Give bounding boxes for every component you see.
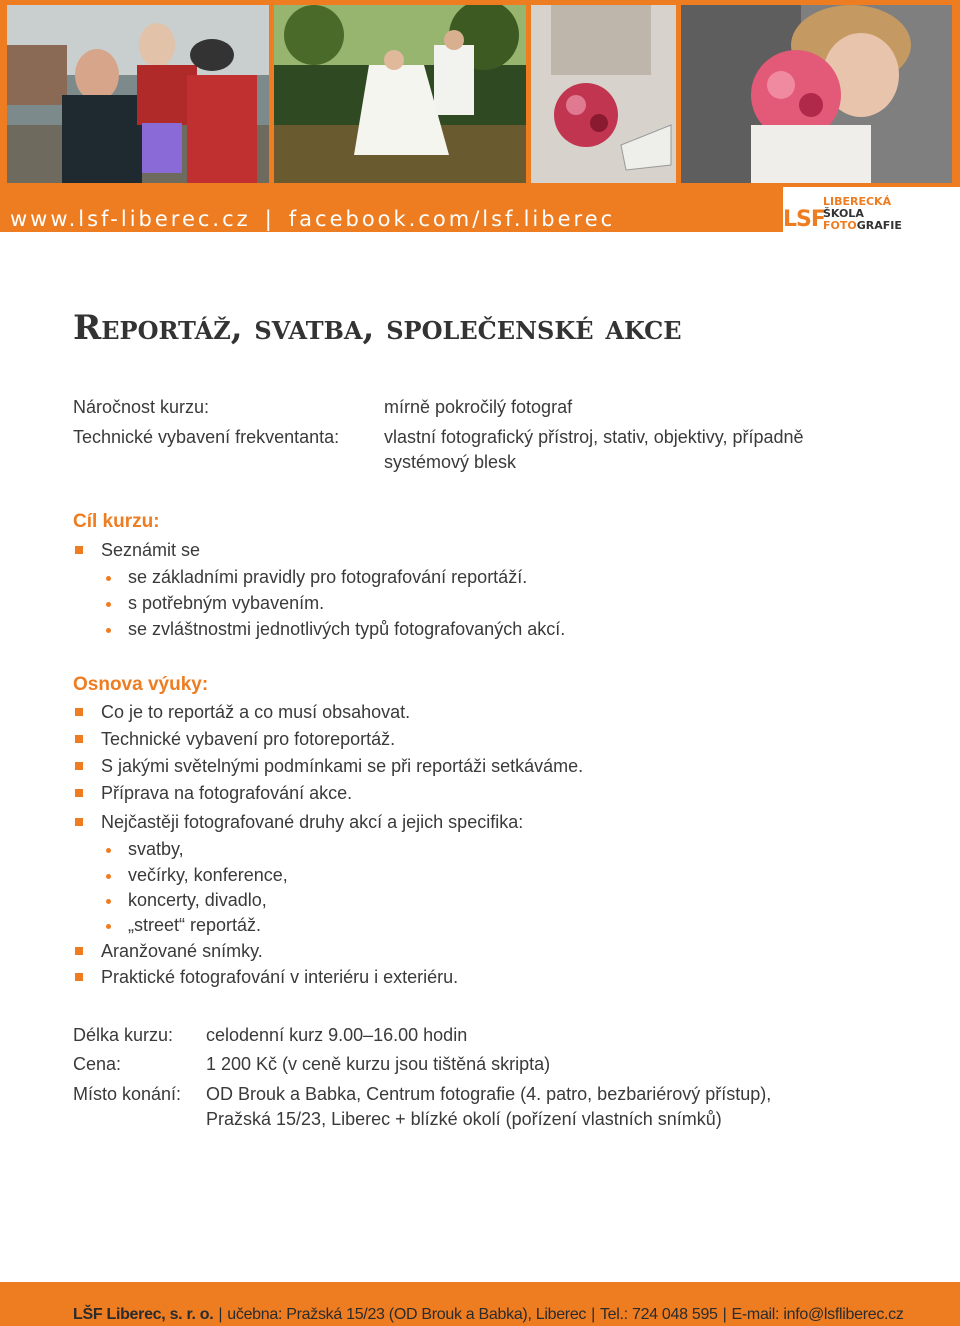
price-label: Cena: [73,1054,122,1074]
dot-bullet-icon [106,874,111,879]
logo-mark: LSF [783,207,825,232]
logo-line3b: GRAFIE [856,219,902,232]
outline-item: Praktické fotografování v interiéru i exteriéru. [101,967,459,987]
place-label: Místo konání: [73,1084,182,1104]
outline-heading: Osnova výuky: [73,674,209,695]
square-bullet-icon [75,735,83,743]
goal-subitem: s potřebným vybavením. [128,593,325,613]
square-bullet-icon [75,973,83,981]
dot-bullet-icon [106,848,111,853]
outline-item: Co je to reportáž a co musí obsahovat. [101,702,411,722]
outline-item: S jakými světelnými podmínkami se při reportáži setkáváme. [101,756,584,776]
website-link[interactable]: www.lsf-liberec.cz [10,207,251,231]
outline-subitem: večírky, konference, [128,865,288,885]
outline-item: Technické vybavení pro fotoreportáž. [101,729,396,749]
square-bullet-icon [75,947,83,955]
place-value-line1: OD Brouk a Babka, Centrum fotografie (4. patro, bezbariérový přístup), [206,1084,772,1104]
bouquet-shoe-photo [531,5,676,183]
dot-bullet-icon [106,576,111,581]
square-bullet-icon [75,789,83,797]
goal-subitem: se základními pravidly pro fotografování reportáží. [128,567,528,587]
outline-subitem: svatby, [128,839,184,859]
equipment-value-line1: vlastní fotografický přístroj, stativ, objektivy, případně [384,427,804,447]
footer-separator: | [722,1306,727,1323]
dot-bullet-icon [106,602,111,607]
outline-item: Příprava na fotografování akce. [101,783,353,803]
footer-separator: | [218,1306,223,1323]
outline-item: Nejčastěji fotografované druhy akcí a jejich specifika: [101,812,524,832]
outline-subitem: „street“ reportáž. [128,915,262,935]
header-links [10,207,615,231]
goal-subitem: se zvláštnostmi jednotlivých typů fotografovaných akcí. [128,619,566,639]
header-banner [0,0,960,232]
footer-address: učebna: Pražská 15/23 (OD Brouk a Babka), Liberec [227,1306,587,1323]
square-bullet-icon [75,546,83,554]
equipment-label: Technické vybavení frekventanta: [73,427,340,447]
length-value: celodenní kurz 9.00–16.00 hodin [206,1025,468,1045]
goal-item: Seznámit se [101,540,201,560]
footer-company: LŠF Liberec, s. r. o. [73,1306,214,1323]
footer-email[interactable]: E-mail: info@lsfliberec.cz [731,1306,904,1323]
difficulty-value: mírně pokročilý fotograf [384,397,573,417]
equipment-value-line2: systémový blesk [384,452,517,472]
facebook-link[interactable]: facebook.com/lsf.liberec [288,207,616,231]
logo-line2: ŠKOLA [823,207,864,220]
footer-phone[interactable]: Tel.: 724 048 595 [599,1306,718,1323]
footer-separator: | [591,1306,595,1323]
square-bullet-icon [75,762,83,770]
price-value: 1 200 Kč (v ceně kurzu jsou tištěná skripta) [206,1054,551,1074]
dot-bullet-icon [106,899,111,904]
length-label: Délka kurzu: [73,1025,174,1045]
footer-bar [0,1282,960,1326]
lsf-logo [783,187,960,232]
dot-bullet-icon [106,628,111,633]
logo-line1: LIBERECKÁ [823,195,892,208]
outline-item: Aranžované snímky. [101,941,263,961]
logo-line3a: FOTO [823,219,857,232]
wedding-couple-photo [274,5,526,183]
place-value-line2: Pražská 15/23, Liberec + blízké okolí (pořízení vlastních snímků) [206,1109,722,1129]
outline-subitem: koncerty, divadlo, [128,890,267,910]
logo-text [823,196,902,232]
square-bullet-icon [75,818,83,826]
header-separator: | [264,207,275,231]
difficulty-label: Náročnost kurzu: [73,397,210,417]
dot-bullet-icon [106,924,111,929]
goal-heading: Cíl kurzu: [73,511,160,532]
bride-bouquet-photo [681,5,952,183]
footer-contact [73,1306,904,1324]
square-bullet-icon [75,708,83,716]
page-title: Reportáž, svatba, společenské akce [73,308,682,348]
flood-rescue-photo [7,5,269,183]
